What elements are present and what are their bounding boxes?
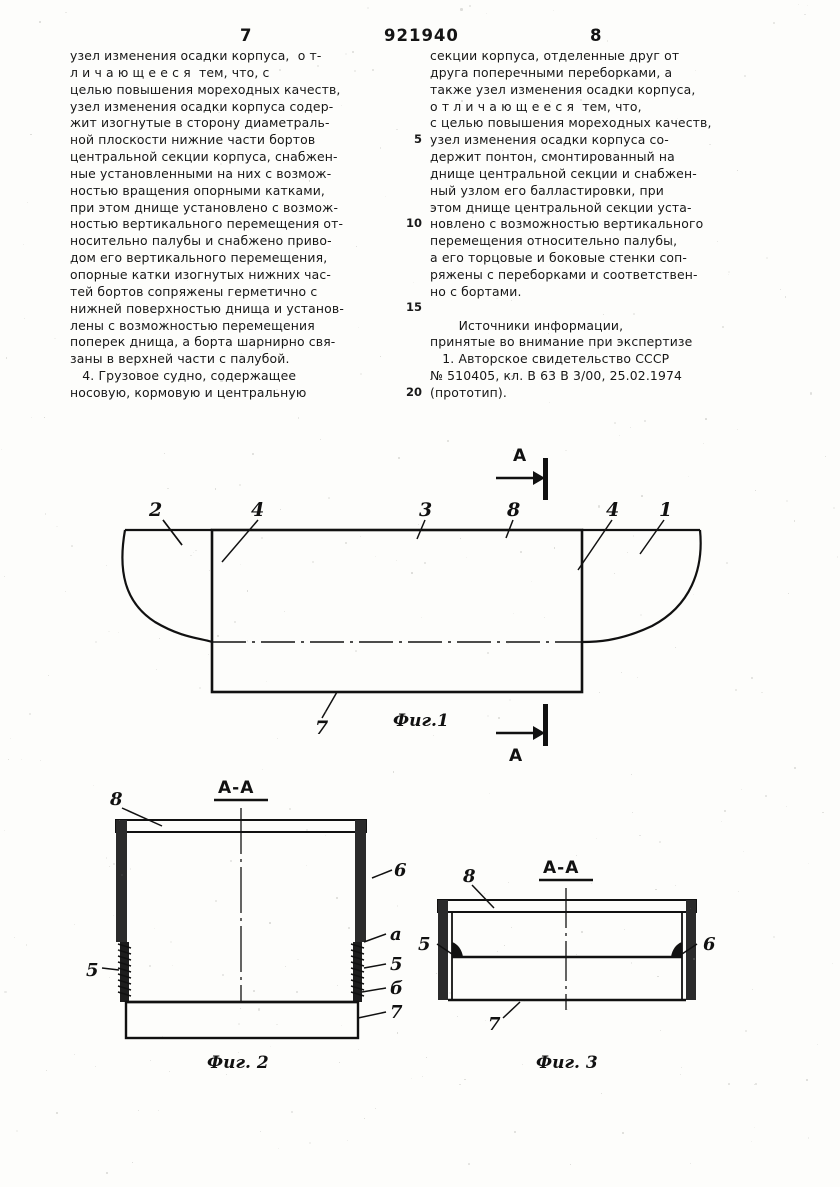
text-line: перемещения относительно палубы, xyxy=(430,233,678,249)
text-line: но с бортами. xyxy=(430,283,522,299)
page-number-right: 8 xyxy=(590,26,602,45)
fig2-callout-5-left: 5 xyxy=(86,960,99,981)
fig2-callout-b: б xyxy=(390,978,403,999)
text-line: центральной секции корпуса, снабжен- xyxy=(70,149,338,165)
line-number: 15 xyxy=(405,300,422,314)
text-line: 4. Грузовое судно, содержащее xyxy=(70,368,297,384)
fig1-section-label-bottom: A xyxy=(509,746,523,766)
fig3-callout-5: 5 xyxy=(418,934,431,955)
text-line: ные установленными на них с возмож- xyxy=(70,165,332,181)
text-line: ряжены с переборками и соответствен- xyxy=(430,266,698,282)
fig1-section-marker-bottom xyxy=(496,704,548,766)
text-line: ностью вертикального перемещения от- xyxy=(70,216,344,232)
fig1-callout-3: 3 xyxy=(419,499,433,521)
text-line: носовую, кормовую и центральную xyxy=(70,384,307,400)
fig1-callout-4-right: 4 xyxy=(606,499,620,521)
text-line: (прототип). xyxy=(430,384,507,400)
right-text-column xyxy=(430,48,760,402)
fig2-callout-8: 8 xyxy=(110,789,123,810)
figures-svg xyxy=(0,430,840,1070)
fig2-callout-a: а xyxy=(390,924,402,945)
fig2-roller-right xyxy=(351,942,364,1002)
text-line: л и ч а ю щ е е с я тем, что, с xyxy=(70,64,270,80)
fig1-section-marker-top xyxy=(496,446,548,500)
fig2-section-title: A-A xyxy=(218,778,255,798)
line-number: 10 xyxy=(405,216,422,230)
text-line: дом его вертикального перемещения, xyxy=(70,250,328,266)
fig2-roller-left xyxy=(118,942,131,1002)
text-line: принятые во внимание при экспертизе xyxy=(430,334,693,350)
text-line: секции корпуса, отделенные друг от xyxy=(430,48,680,63)
line-number: 5 xyxy=(413,132,422,146)
line-number: 20 xyxy=(405,385,422,399)
text-line: с целью повышения мореходных качеств, xyxy=(430,115,712,131)
text-line: узел изменения осадки корпуса, о т- xyxy=(70,48,322,63)
text-line: узел изменения осадки корпуса содер- xyxy=(70,98,334,114)
fig2-callout-7: 7 xyxy=(390,1002,403,1023)
text-line: ностью вращения опорными катками, xyxy=(70,182,325,198)
figure-1 xyxy=(122,446,700,766)
text-line: Источники информации, xyxy=(430,317,624,333)
text-line: 1. Авторское свидетельство СССР xyxy=(430,351,670,367)
fig1-section-label-top: A xyxy=(513,446,527,466)
text-line: целью повышения мореходных качеств, xyxy=(70,81,341,97)
fig1-callout-8: 8 xyxy=(507,499,521,521)
fig1-caption: Фиг.1 xyxy=(393,711,449,731)
fig3-callout-7: 7 xyxy=(488,1014,501,1035)
text-line: опорные катки изогнутых нижних час- xyxy=(70,266,331,282)
text-line: также узел изменения осадки корпуса, xyxy=(430,81,696,97)
text-line: носительно палубы и снабжено приво- xyxy=(70,233,332,249)
text-line: друга поперечными переборками, а xyxy=(430,64,673,80)
patent-number: 921940 xyxy=(384,26,459,45)
text-line: днище центральной секции и снабжен- xyxy=(430,165,697,181)
fig3-caption: Фиг. 3 xyxy=(536,1053,598,1070)
text-line: этом днище центральной секции уста- xyxy=(430,199,692,215)
text-line: лены с возможностью перемещения xyxy=(70,317,315,333)
fig2-caption: Фиг. 2 xyxy=(207,1053,269,1070)
fig3-callout-8: 8 xyxy=(463,866,476,887)
text-line: ный узлом его балластировки, при xyxy=(430,182,664,198)
text-line: тей бортов сопряжены герметично с xyxy=(70,283,318,299)
text-line: нижней поверхностью днища и установ- xyxy=(70,300,344,316)
text-line: ной плоскости нижние части бортов xyxy=(70,132,316,148)
text-line: заны в верхней части с палубой. xyxy=(70,351,290,367)
fig1-callout-7: 7 xyxy=(315,717,329,739)
fig1-callout-4-left: 4 xyxy=(251,499,265,521)
text-line: а его торцовые и боковые стенки соп- xyxy=(430,250,688,266)
figures-area xyxy=(0,430,840,1070)
text-line: держит понтон, смонтированный на xyxy=(430,149,675,165)
fig3-callout-6: 6 xyxy=(703,934,716,955)
figure-2 xyxy=(86,778,407,1070)
fig2-callout-5-right: 5 xyxy=(390,954,403,975)
fig2-callout-6: 6 xyxy=(394,860,407,881)
fig3-section-title: A-A xyxy=(543,858,580,878)
text-line: жит изогнутые в сторону диаметраль- xyxy=(70,115,330,131)
figure-3 xyxy=(418,858,716,1070)
text-line: при этом днище установлено с возмож- xyxy=(70,199,339,215)
page-number-left: 7 xyxy=(240,26,252,45)
fig1-callout-2: 2 xyxy=(149,499,163,521)
text-line: новлено с возможностью вертикального xyxy=(430,216,704,232)
fig1-callout-1: 1 xyxy=(659,499,673,521)
left-text-column xyxy=(70,48,386,402)
text-line: о т л и ч а ю щ е е с я тем, что, xyxy=(430,98,642,114)
text-line: узел изменения осадки корпуса со- xyxy=(430,132,669,148)
text-line: № 510405, кл. B 63 B 3/00, 25.02.1974 xyxy=(430,368,683,384)
text-line: поперек днища, а борта шарнирно свя- xyxy=(70,334,336,350)
